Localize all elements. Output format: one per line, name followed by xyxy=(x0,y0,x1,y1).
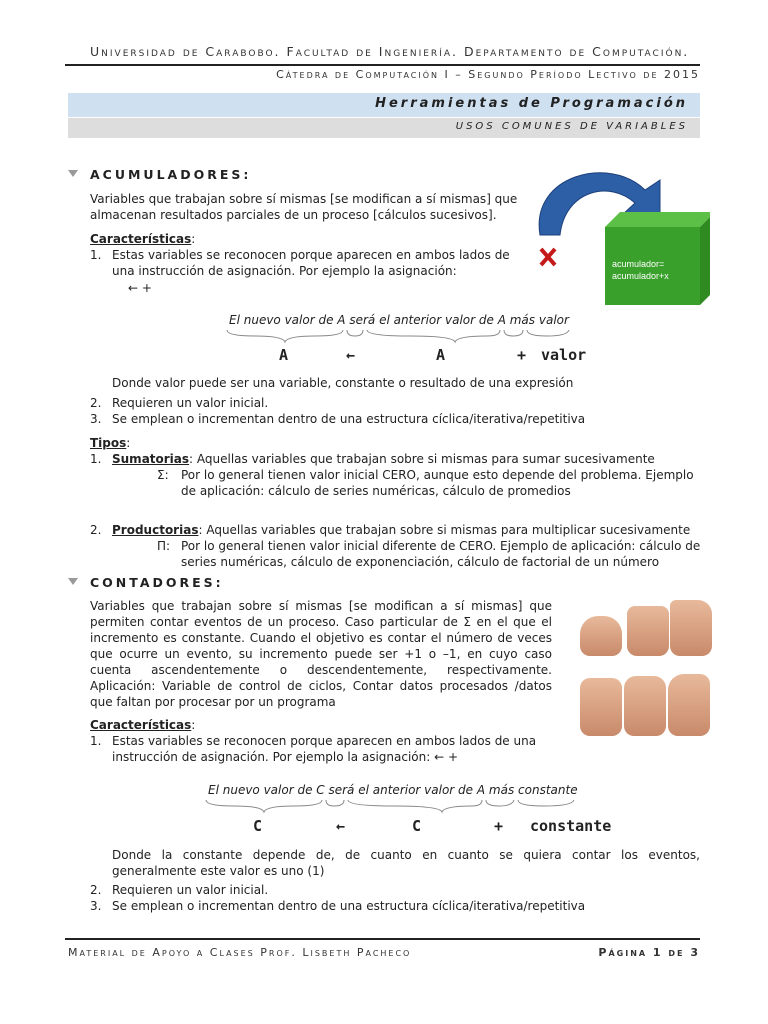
sumatorias-detail: Por lo general tienen valor inicial CERO, aunque esto depende del problema. Ejemplo de aplicación: cálculo de series numéricas, cálculo de promedios xyxy=(181,468,694,498)
cube-side xyxy=(700,212,710,305)
footer-rule xyxy=(65,938,700,940)
contadores-intro: Variables que trabajan sobre sí mismas [se modifican a sí mismas] que permiten contar eventos de un proceso. Caso particular de Σ en el que el incremento es constante. Cuando el objetivo es contar el número de veces que ocurre un evento, su incremento puede ser +1 o –1, en cuyo caso cuenta ascendentemente o descendentemente, respectivamente. Aplicación: Variable de control de ciclos, Contar datos procesados /datos que faltan por procesar por un programa xyxy=(90,599,552,709)
caracteristicas-label: Características: xyxy=(90,232,196,246)
acum-expr-plus: + xyxy=(517,346,527,364)
sigma-symbol: Σ: xyxy=(157,468,169,482)
cont-item-3: 3. Se emplean o incrementan dentro de una estructura cíclica/iterativa/repetitiva xyxy=(90,899,586,913)
productorias-detail: Por lo general tienen valor inicial diferente de CERO. Ejemplo de aplicación: cálculo de series numéricas, cálculo de exponenciación, cálculo de factorial de un número xyxy=(181,539,701,569)
hand-five-fingers-icon xyxy=(624,676,666,736)
page-number: Página 1 de 3 xyxy=(598,946,700,959)
course-header: Cátedra de Computación I – Segundo Período Lectivo de 2015 xyxy=(276,68,700,81)
pi-symbol: Π: xyxy=(157,539,171,553)
cont-expr-plus: + xyxy=(494,817,504,835)
footer-left: Material de Apoyo a Clases Prof. Lisbeth Pacheco xyxy=(68,946,412,959)
cont-expr-val: constante xyxy=(530,817,612,835)
cont-caption: El nuevo valor de C será el anterior valor de A más constante xyxy=(208,783,578,797)
cube-label-1: acumulador= xyxy=(612,259,665,269)
acum-caption: El nuevo valor de A será el anterior valor de A más valor xyxy=(229,313,569,327)
accumulator-illustration xyxy=(520,155,710,305)
hand-one-finger-icon xyxy=(627,606,669,656)
acum-braces xyxy=(225,328,585,344)
acum-item-3: 3. Se emplean o incrementan dentro de una estructura cíclica/iterativa/repetitiva xyxy=(90,412,586,426)
acum-item-2: 2. Requieren un valor inicial. xyxy=(90,396,269,410)
cont-braces xyxy=(204,798,584,814)
tipo-sumatorias: 1. Sumatorias: Aquellas variables que trabajan sobre si mismas para sumar sucesivamente xyxy=(90,452,655,466)
cont-expr-b: C xyxy=(412,817,422,835)
cube-label-2: acumulador+x xyxy=(612,271,669,281)
cont-caracteristicas-label: Características: xyxy=(90,718,196,732)
section-heading-acumuladores: ACUMULADORES: xyxy=(68,167,251,182)
cube-top xyxy=(605,212,710,227)
counting-hands-image xyxy=(570,598,705,743)
acum-note: Donde valor puede ser una variable, constante o resultado de una expresión xyxy=(112,376,574,390)
cont-expr-a: C xyxy=(253,817,263,835)
section-heading-contadores: CONTADORES: xyxy=(68,575,224,590)
bullet-triangle-icon xyxy=(68,578,78,585)
page-subtitle: USOS COMUNES DE VARIABLES xyxy=(455,121,688,132)
hand-open-icon xyxy=(668,674,710,736)
header-rule xyxy=(65,64,700,66)
tipos-label: Tipos: xyxy=(90,436,131,450)
acum-item-1: 1. Estas variables se reconocen porque aparecen en ambos lados de una instrucción de asignación. Por ejemplo la asignación: xyxy=(90,248,510,278)
bullet-triangle-icon xyxy=(68,170,78,177)
acum-expr-val: valor xyxy=(541,346,587,364)
acumuladores-intro: Variables que trabajan sobre sí mismas [se modifican a sí mismas] que almacenan resultados parciales de un proceso [cálculos sucesivos]. xyxy=(90,192,518,222)
subtitle-bar xyxy=(68,118,700,138)
hand-four-fingers-icon xyxy=(580,678,622,736)
assign-example: ← + xyxy=(128,281,152,295)
cont-item-1: 1. Estas variables se reconocen porque aparecen en ambos lados de una instrucción de asignación. Por ejemplo la asignación: ← + xyxy=(90,734,537,764)
acum-expr-b: A xyxy=(436,346,446,364)
red-x-icon xyxy=(541,249,555,265)
acum-expr-a: A xyxy=(279,346,289,364)
cont-note: Donde la constante depende de, de cuanto en cuanto se quiera contar los eventos, generalmente este valor es uno (1) xyxy=(112,848,700,878)
university-header: Universidad de Carabobo. Facultad de Ingeniería. Departamento de Computación. xyxy=(90,44,690,59)
hand-fist-icon xyxy=(580,616,622,656)
page-title: Herramientas de Programación xyxy=(375,96,688,111)
cont-expr-arrow: ← xyxy=(336,817,346,835)
hand-two-fingers-icon xyxy=(670,600,712,656)
acum-expr-arrow: ← xyxy=(346,346,356,364)
title-bar xyxy=(68,93,700,117)
cont-item-2: 2. Requieren un valor inicial. xyxy=(90,883,269,897)
tipo-productorias: 2. Productorias: Aquellas variables que trabajan sobre si mismas para multiplicar sucesivamente xyxy=(90,523,691,537)
